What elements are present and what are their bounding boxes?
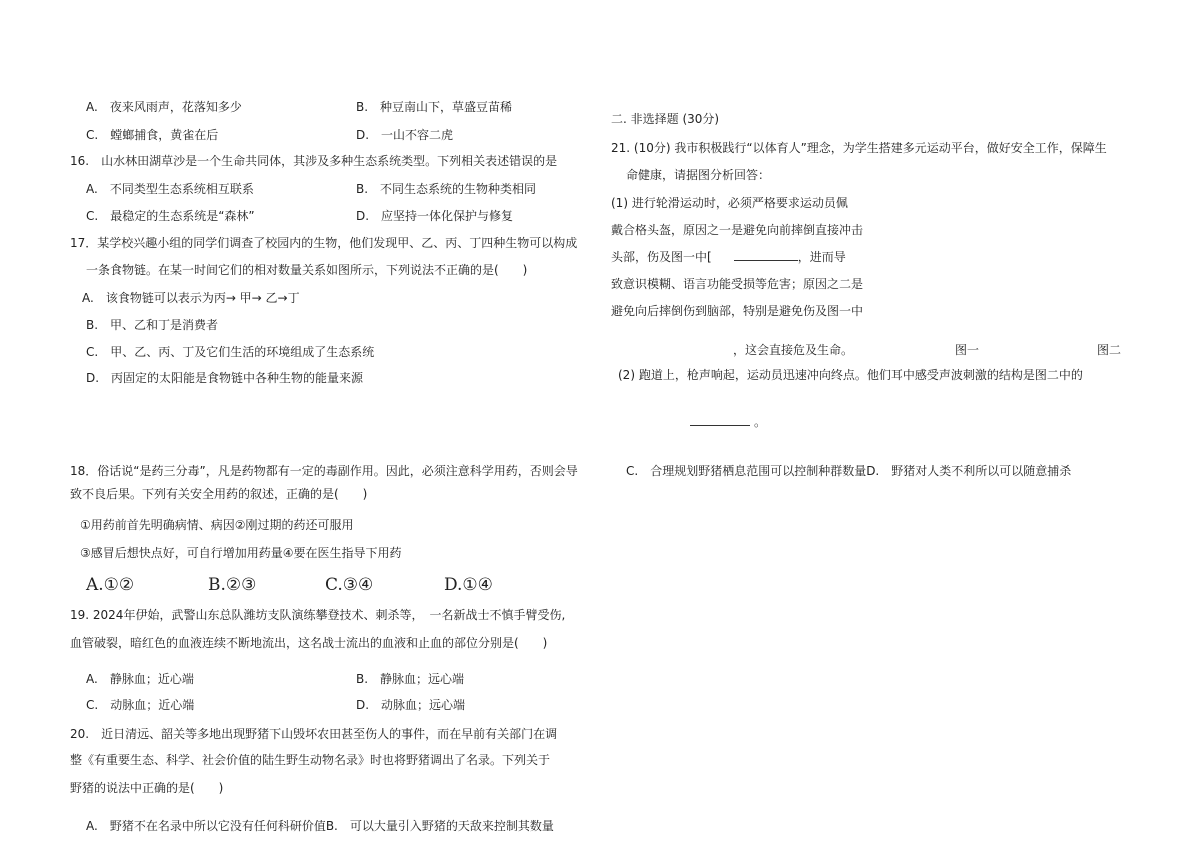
q21-part1-line3 xyxy=(611,249,846,265)
q18-stem-line1: 18．俗话说“是药三分毒”，凡是药物都有一定的毒副作用。因此，必须注意科学用药，否则会导 xyxy=(70,464,578,478)
figure-2-label: 图二 xyxy=(1097,343,1122,357)
q21-stem-line1: 21. (10分) 我市积极践行“以体育人”理念，为学生搭建多元运动平台，做好安全工作，保障生 xyxy=(611,141,1107,155)
q21-part1-line1: (1) 进行轮滑运动时，必须严格要求运动员佩 xyxy=(611,196,848,210)
q17-option-d: D. 丙固定的太阳能是食物链中各种生物的能量来源 xyxy=(86,371,364,385)
q19-option-d: D. 动脉血；远心端 xyxy=(356,698,466,712)
q20-options-a-b: A. 野猪不在名录中所以它没有任何科研价值B. 可以大量引入野猪的天敌来控制其数量 xyxy=(86,819,554,833)
answer-blank-1[interactable] xyxy=(734,249,798,261)
q18-option-c: C.③④ xyxy=(325,575,374,595)
q20-stem-line2: 整《有重要生态、科学、社会价值的陆生野生动物名录》时也将野猪调出了名录。下列关于 xyxy=(70,753,551,767)
q17-option-b: B. 甲、乙和丁是消费者 xyxy=(86,318,219,332)
q17-stem-line1: 17．某学校兴趣小组的同学们调查了校园内的生物，他们发现甲、乙、丙、丁四种生物可以构成 xyxy=(70,236,578,250)
q16-stem: 16. 山水林田湖草沙是一个生命共同体，其涉及多种生态系统类型。下列相关表述错误的是 xyxy=(70,154,558,168)
q18-option-a: A.①② xyxy=(86,575,135,595)
q19-stem-line1: 19. 2024年伊始，武警山东总队潍坊支队演练攀登技术、刺杀等， 一名新战士不慎手臂受伤, xyxy=(70,608,566,622)
q21-part1-line3-start: 头部，伤及图一中[ xyxy=(611,250,712,264)
q18-statement-3-4: ③感冒后想快点好，可自行增加用药量④要在医生指导下用药 xyxy=(80,546,402,560)
q17-stem-line2: 一条食物链。在某一时间它们的相对数量关系如图所示，下列说法不正确的是( ) xyxy=(86,263,528,277)
q18-statement-1-2: ①用药前首先明确病情、病因②刚过期的药还可服用 xyxy=(80,518,354,532)
q17-option-c: C. 甲、乙、丙、丁及它们生活的环境组成了生态系统 xyxy=(86,345,375,359)
q21-part1-line3-end: ，进而导 xyxy=(797,250,846,264)
q15-option-b: B. 种豆南山下，草盛豆苗稀 xyxy=(356,100,513,114)
q21-part1-line2: 戴合格头盔，原因之一是避免向前摔倒直接冲击 xyxy=(611,223,864,237)
section-title: 二. 非选择题 (30分) xyxy=(611,112,720,126)
q20-stem-line3: 野猪的说法中正确的是( ) xyxy=(70,781,224,795)
q21-part2-line2 xyxy=(690,414,766,430)
q21-part2-end: 。 xyxy=(754,415,767,429)
q20-stem-line1: 20. 近日清远、韶关等多地出现野猪下山毁坏农田甚至伤人的事件，而在早前有关部门在调 xyxy=(70,727,558,741)
q18-option-b: B.②③ xyxy=(208,575,257,595)
q20-options-c-d: C. 合理规划野猪栖息范围可以控制种群数量D. 野猪对人类不利所以可以随意捕杀 xyxy=(626,464,1072,478)
q21-part2-line1: (2) 跑道上，枪声响起，运动员迅速冲向终点。他们耳中感受声波刺激的结构是图二中的 xyxy=(618,368,1083,382)
q19-stem-line2: 血管破裂，暗红色的血液连续不断地流出，这名战士流出的血液和止血的部位分别是( ) xyxy=(70,636,548,650)
q21-part1-line4: 致意识模糊、语言功能受损等危害；原因之二是 xyxy=(611,277,864,291)
q15-option-a: A. 夜来风雨声，花落知多少 xyxy=(86,100,242,114)
q18-stem-line2: 致不良后果。下列有关安全用药的叙述，正确的是( ) xyxy=(70,487,368,501)
q16-option-d: D. 应坚持一体化保护与修复 xyxy=(356,209,514,223)
answer-blank-2[interactable] xyxy=(690,414,750,426)
q19-option-b: B. 静脉血；远心端 xyxy=(356,672,465,686)
figure-1-label: 图一 xyxy=(955,343,980,357)
q21-part1-line6: ，这会直接危及生命。 xyxy=(733,343,854,357)
q15-option-d: D. 一山不容二虎 xyxy=(356,128,454,142)
q19-option-a: A. 静脉血；近心端 xyxy=(86,672,194,686)
q21-part1-line5: 避免向后摔倒伤到脑部，特别是避免伤及图一中 xyxy=(611,304,864,318)
q17-option-a: A. 该食物链可以表示为丙→ 甲→ 乙→丁 xyxy=(82,291,300,305)
q18-option-d: D.①④ xyxy=(444,575,493,595)
q16-option-b: B. 不同生态系统的生物种类相同 xyxy=(356,182,537,196)
q15-option-c: C. 螳螂捕食，黄雀在后 xyxy=(86,128,219,142)
q16-option-c: C. 最稳定的生态系统是“森林” xyxy=(86,209,255,223)
q16-option-a: A. 不同类型生态系统相互联系 xyxy=(86,182,254,196)
q21-stem-line2: 命健康，请据图分析回答： xyxy=(626,168,771,182)
q19-option-c: C. 动脉血；近心端 xyxy=(86,698,195,712)
